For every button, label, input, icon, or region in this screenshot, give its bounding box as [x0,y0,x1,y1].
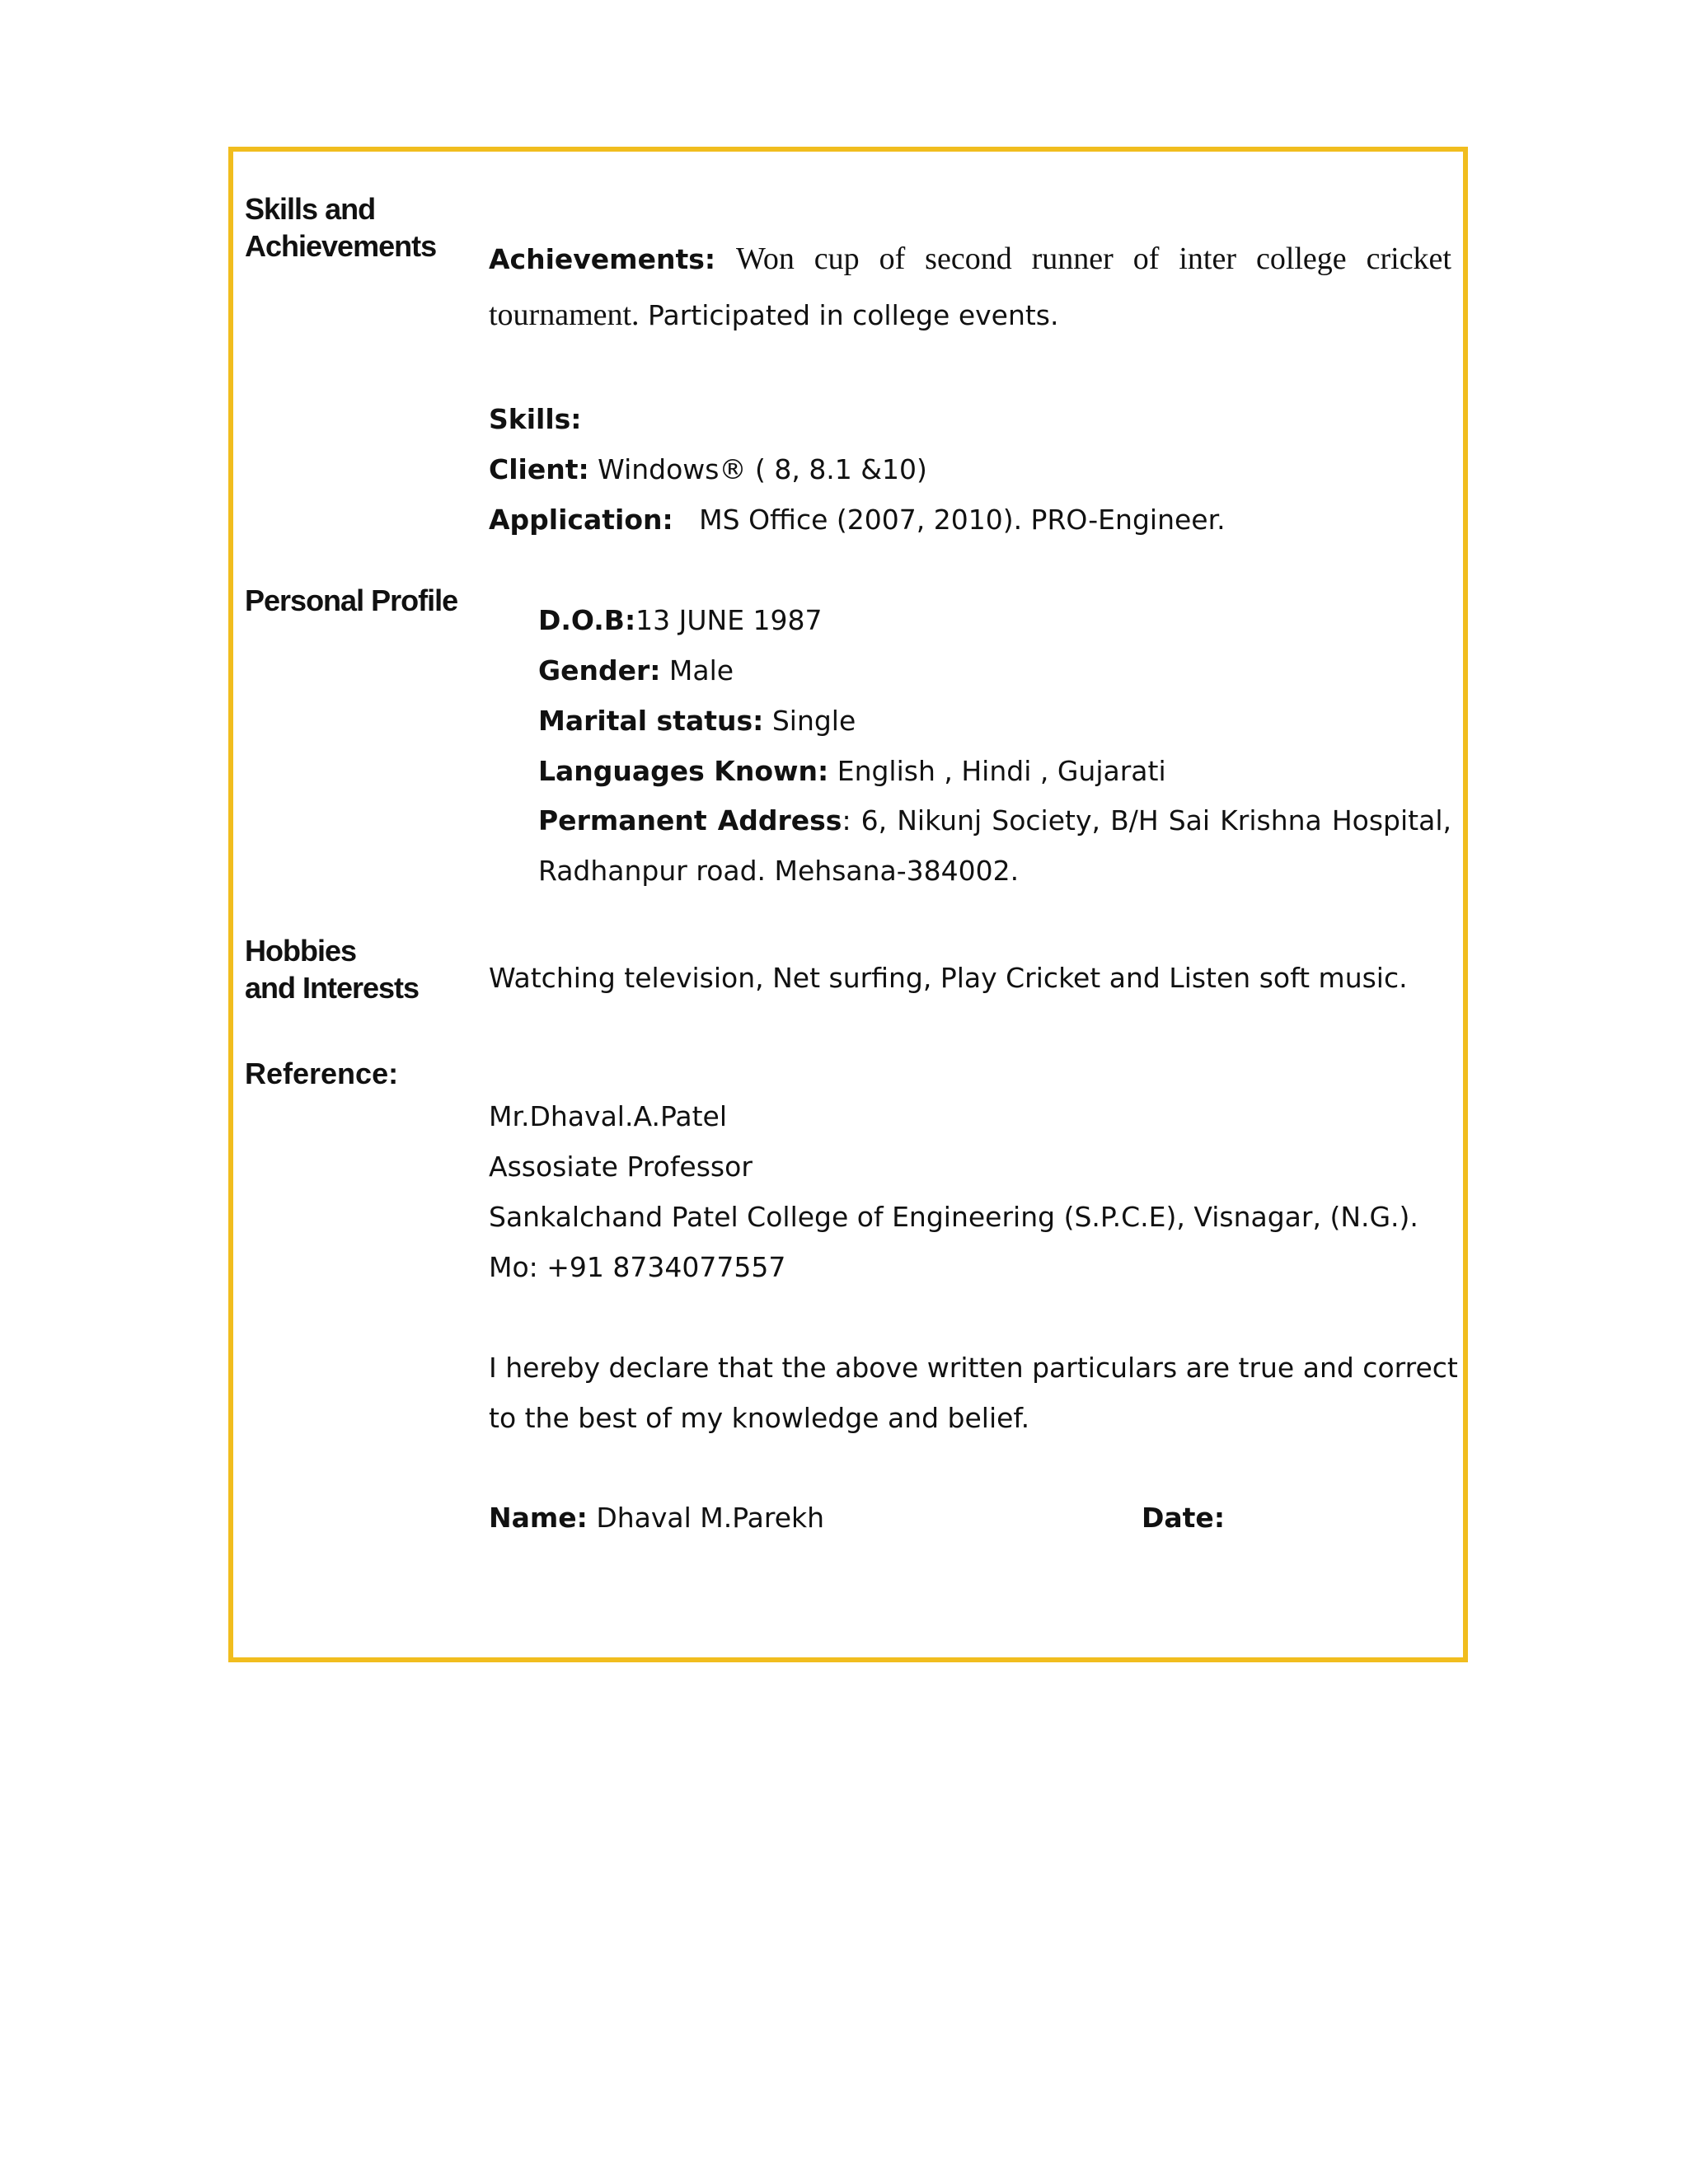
achievements-line-2: tournament. Participated in college events. [489,298,1059,332]
skills-heading: Skills and Achievements [245,192,437,263]
gender: Gender: Male [538,654,734,687]
reference-institution: Sankalchand Patel College of Engineering (S.P.C.E), Visnagar, (N.G.). [489,1201,1418,1233]
permanent-address-line-2: Radhanpur road. Mehsana-384002. [538,855,1020,887]
marital-status: Marital status: Single [538,705,856,737]
reference-name: Mr.Dhaval.A.Patel [489,1100,727,1132]
dob: D.O.B:13 JUNE 1987 [538,604,823,636]
hobbies-text: Watching television, Net surfing, Play Cricket and Listen soft music. [489,962,1408,994]
achievements-text: Won cup of second runner of inter college cricket [736,241,1451,276]
signature-name: Name: Dhaval M.Parekh [489,1502,825,1534]
achievements-label: Achievements: [489,243,716,275]
achievements-line-1 [489,241,1451,278]
permanent-address-line-1: Permanent Address: 6, Nikunj Society, B/H Sai Krishna Hospital, [538,804,1451,837]
declaration-line-1: I hereby declare that the above written particulars are true and correct [489,1352,1458,1384]
signature-date-label: Date: [1142,1502,1226,1534]
personal-profile-heading: Personal Profile [245,583,458,617]
skills-client: Client: Windows® ( 8, 8.1 &10) [489,453,927,485]
skills-label: Skills: [489,403,582,435]
declaration-line-2: to the best of my knowledge and belief. [489,1402,1030,1434]
resume-frame [228,147,1468,1662]
skills-application: Application: MS Office (2007, 2010). PRO-Engineer. [489,504,1226,536]
hobbies-heading: Hobbies and Interests [245,934,420,1005]
reference-heading: Reference: [245,1057,399,1090]
reference-title: Assosiate Professor [489,1151,753,1183]
languages-known: Languages Known: English , Hindi , Gujarati [538,755,1166,787]
reference-mobile: Mo: +91 8734077557 [489,1251,786,1283]
